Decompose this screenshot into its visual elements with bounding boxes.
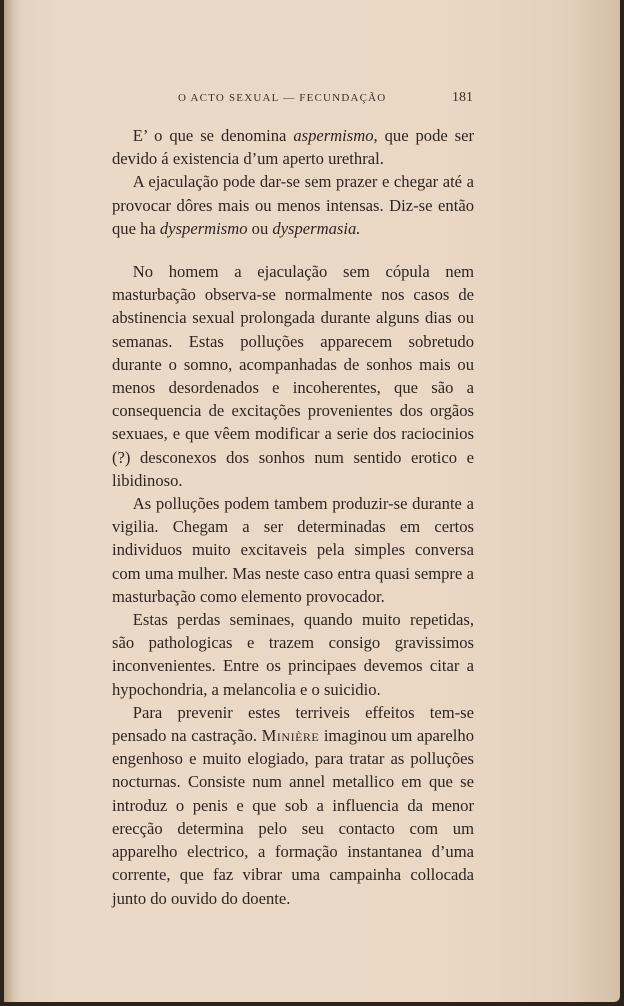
p2-text-c: ou bbox=[247, 218, 273, 238]
p6-text-c: imaginou um aparelho engenhoso e muito elogiado, para tratar as polluções nocturnas. Consiste num annel metallico em que se introduz o penis e que sob a influencia da menor erecção determina pelo seu contacto com um apparelho electrico, a formação instantanea d’uma corrente, que faz vibrar uma campainha collocada junto do ouvido do doente. bbox=[112, 726, 474, 908]
paragraph-6 bbox=[112, 701, 474, 910]
p6-author-name: Minière bbox=[261, 726, 320, 746]
paragraph-4: As polluções podem tambem produzir-se durante a vigilia. Chegam a ser determinadas em certos individuos muito excitaveis pela simples conversa com uma mulher. Mas neste caso entra quasi sempre a masturbação como elemento provocador. bbox=[112, 494, 474, 606]
p2-text-a: A ejaculação pode dar-se sem prazer e chegar até a provocar dôres mais ou menos intensas. Diz-se então que ha bbox=[112, 172, 474, 238]
p2-italic-term-2: dyspermasia. bbox=[272, 218, 361, 238]
page-header bbox=[0, 92, 624, 112]
paragraph-5: Estas perdas seminaes, quando muito repetidas, são pathologicas e trazem consigo gravissimos inconvenientes. Entre os principaes devemos citar a hypochondria, a melancolia e o suicidio. bbox=[112, 610, 474, 699]
paragraph-3: No homem a ejaculação sem cópula nem masturbação observa-se normalmente nos casos de abstinencia sexual prolongada durante alguns dias ou semanas. Estas polluções apparecem sobretudo durante o somno, acompanhadas de sonhos mais ou menos desordenados e incoherentes, que são a consequencia de excitações provenientes dos orgãos sexuaes, e que vêem modificar a serie dos raciocinios (?) desconexos dos sonhos num sentido erotico e libidinoso. bbox=[112, 262, 474, 490]
paragraph-1 bbox=[112, 124, 474, 170]
body-text bbox=[112, 124, 474, 910]
p1-italic-term: aspermismo, bbox=[293, 126, 378, 145]
p1-text-a: E’ o que se denomina bbox=[132, 126, 294, 145]
running-head: O ACTO SEXUAL — FECUNDAÇÃO bbox=[178, 92, 387, 104]
paragraph-2 bbox=[112, 170, 474, 240]
page-number: 181 bbox=[452, 90, 473, 105]
p2-italic-term-1: dyspermismo bbox=[159, 218, 248, 238]
page-edge-shadow bbox=[4, 0, 14, 1002]
p1-text-c: que pode ser devido á existencia d’um aperto urethral. bbox=[112, 126, 475, 169]
p6-text-a: Para prevenir estes terriveis effeitos tem-se pensado na castração. bbox=[112, 702, 474, 746]
